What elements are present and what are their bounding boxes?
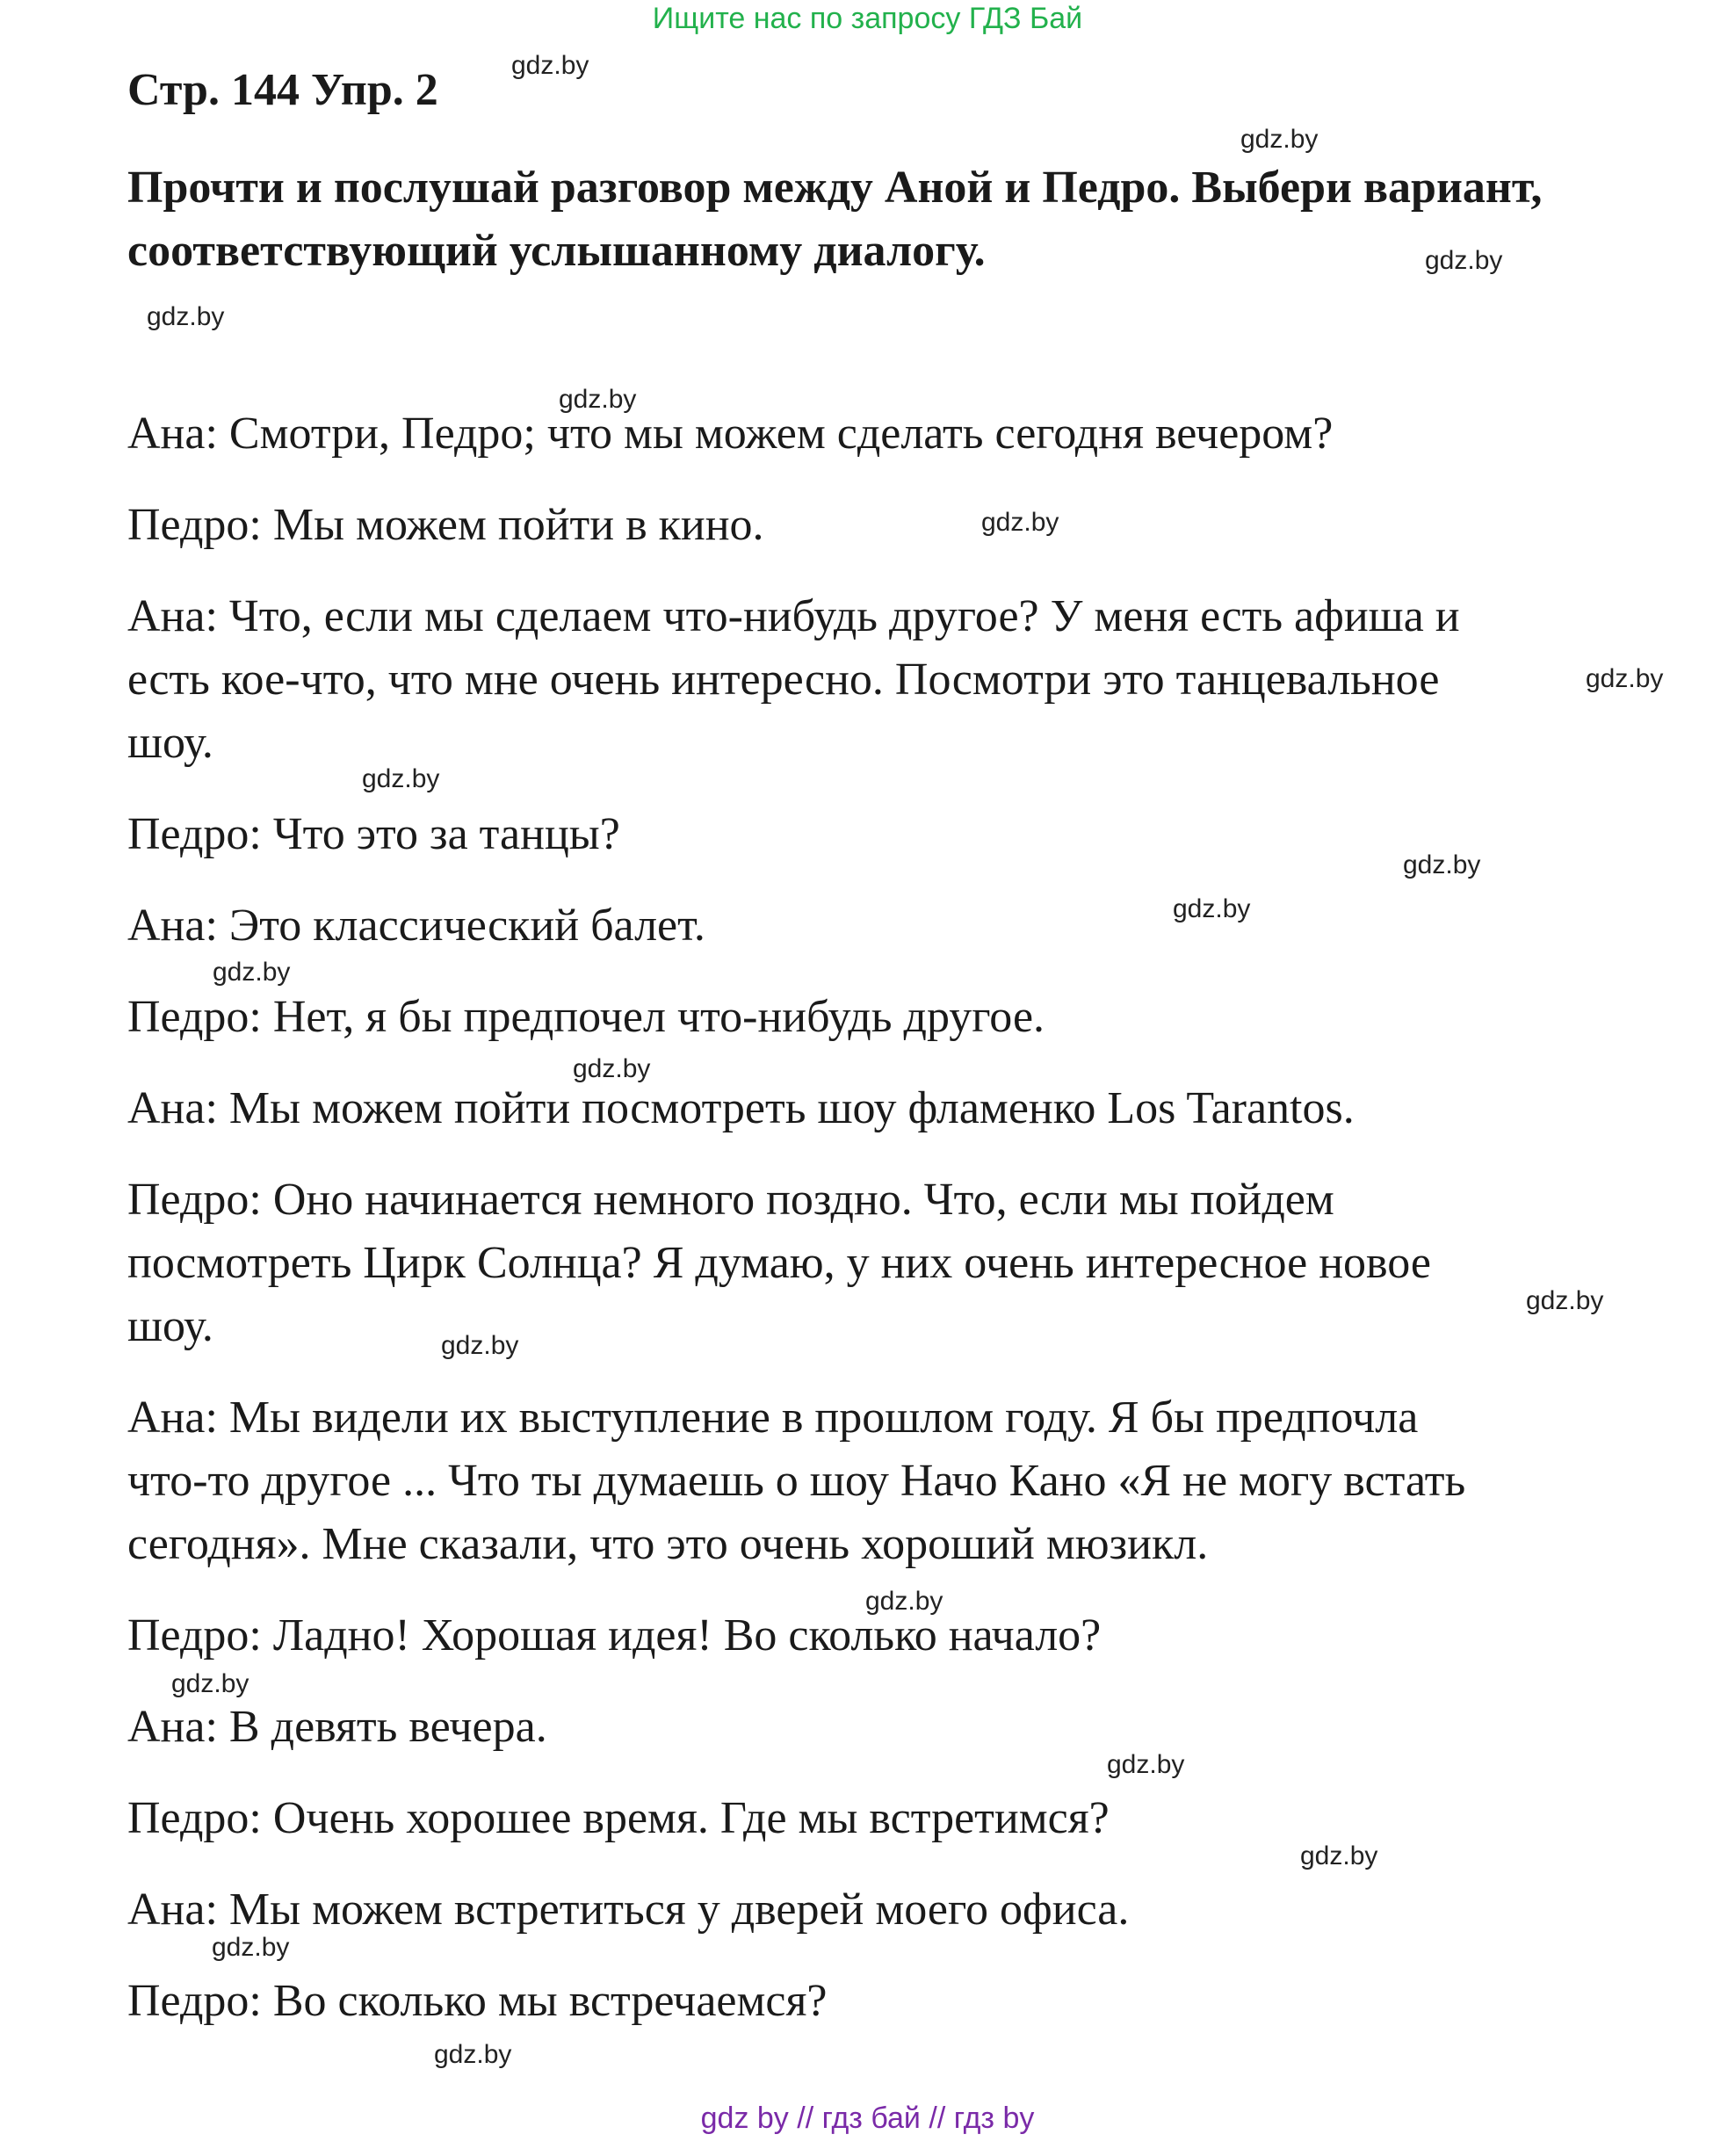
watermark: gdz.by xyxy=(362,764,440,793)
speaker: Ана: xyxy=(127,1083,218,1133)
line-text: Это классический балет. xyxy=(228,901,705,951)
line-text: Мы можем встретиться у дверей моего офиса. xyxy=(228,1885,1130,1935)
top-banner[interactable]: Ищите нас по запросу ГДЗ Бай xyxy=(652,2,1083,35)
dialogue xyxy=(127,402,1638,2061)
watermark: gdz.by xyxy=(981,508,1059,537)
line-text: Что это за танцы? xyxy=(272,809,620,859)
exercise-instruction: Прочти и послушай разговор между Аной и Педро. Выбери вариант, соответствующий услышанному диалогу. xyxy=(127,163,1543,276)
line-text: Мы видели их выступление в прошлом году. Я бы предпочла что-то другое ... Что ты думаешь о шоу Начо Кано «Я не могу встать сегодня». Мне сказали, что это очень хороший мюзикл. xyxy=(127,1393,1466,1569)
watermark: gdz.by xyxy=(147,302,225,331)
watermark: gdz.by xyxy=(1240,125,1319,154)
dialogue-line xyxy=(127,1168,1638,1358)
dialogue-line xyxy=(127,494,1638,557)
watermark: gdz.by xyxy=(1403,850,1481,879)
watermark: gdz.by xyxy=(1425,246,1503,275)
footer-watermark[interactable]: gdz by // гдз бай // гдз by xyxy=(700,2102,1035,2135)
speaker: Педро: xyxy=(127,1610,262,1660)
line-text: Нет, я бы предпочел что-нибудь другое. xyxy=(272,992,1045,1042)
dialogue-line xyxy=(127,986,1638,1049)
line-text: Смотри, Педро; что мы можем сделать сегодня вечером? xyxy=(228,409,1334,459)
dialogue-line xyxy=(127,1878,1638,1942)
dialogue-line xyxy=(127,1386,1638,1576)
line-text: Очень хорошее время. Где мы встретимся? xyxy=(272,1793,1110,1843)
speaker: Ана: xyxy=(127,591,218,641)
watermark: gdz.by xyxy=(573,1054,651,1083)
speaker: Ана: xyxy=(127,1393,218,1443)
dialogue-line xyxy=(127,402,1638,466)
line-text: Что, если мы сделаем что-нибудь другое? У меня есть афиша и есть кое-что, что мне очень интересно. Посмотри это танцевальное шоу. xyxy=(127,591,1460,768)
line-text: В девять вечера. xyxy=(228,1702,547,1752)
dialogue-line xyxy=(127,1970,1638,2033)
watermark: gdz.by xyxy=(1526,1286,1604,1315)
speaker: Педро: xyxy=(127,1793,262,1843)
watermark: gdz.by xyxy=(559,385,637,414)
speaker: Ана: xyxy=(127,409,218,459)
watermark: gdz.by xyxy=(1173,894,1251,923)
dialogue-line xyxy=(127,1787,1638,1850)
watermark: gdz.by xyxy=(1586,664,1664,693)
watermark: gdz.by xyxy=(511,51,589,80)
watermark: gdz.by xyxy=(441,1331,519,1360)
line-text: Ладно! Хорошая идея! Во сколько начало? xyxy=(272,1610,1102,1660)
speaker: Педро: xyxy=(127,1175,262,1225)
speaker: Педро: xyxy=(127,500,262,550)
watermark: gdz.by xyxy=(213,958,291,987)
watermark: gdz.by xyxy=(434,2040,512,2069)
watermark: gdz.by xyxy=(1300,1841,1378,1870)
watermark: gdz.by xyxy=(1107,1750,1185,1779)
line-text: Оно начинается немного поздно. Что, если мы пойдем посмотреть Цирк Солнца? Я думаю, у них очень интересное новое шоу. xyxy=(127,1175,1431,1351)
speaker: Ана: xyxy=(127,1885,218,1935)
watermark: gdz.by xyxy=(865,1587,943,1616)
line-text: Мы можем пойти посмотреть шоу фламенко Los Tarantos. xyxy=(228,1083,1355,1133)
speaker: Ана: xyxy=(127,1702,218,1752)
watermark: gdz.by xyxy=(212,1933,290,1962)
dialogue-line xyxy=(127,894,1638,958)
page-title: Стр. 144 Упр. 2 xyxy=(127,65,438,115)
speaker: Педро: xyxy=(127,809,262,859)
speaker: Педро: xyxy=(127,1976,262,2026)
dialogue-line xyxy=(127,585,1638,775)
speaker: Педро: xyxy=(127,992,262,1042)
line-text: Во сколько мы встречаемся? xyxy=(272,1976,828,2026)
speaker: Ана: xyxy=(127,901,218,951)
watermark: gdz.by xyxy=(171,1669,249,1698)
line-text: Мы можем пойти в кино. xyxy=(272,500,764,550)
dialogue-line xyxy=(127,1696,1638,1759)
dialogue-line xyxy=(127,1077,1638,1140)
